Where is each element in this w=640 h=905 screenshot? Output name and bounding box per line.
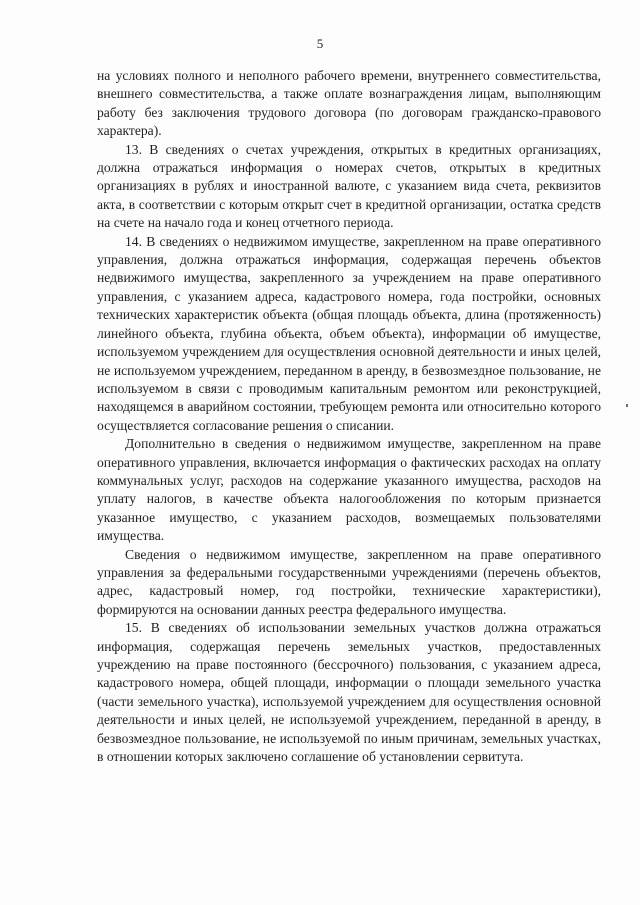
paragraph-15-land-plots: 15. В сведениях об использовании земельных участков должна отражаться информация, содержащая перечень земельных участков, предоставленных учреждению на праве постоянного (бессрочного) пользования, с указанием адреса, кадастрового номера, общей площади, информации о площади земельного участка (части земельного участка), используемой учреждением для осуществления основной деятельности и иных целей, не используемой учреждением, переданной в аренду, в безвозмездное пользование, не используемой по иным причинам, земельных участках, в отношении которых заключено соглашение об установлении сервитута. — [97, 620, 601, 765]
page-number: 5 — [316, 36, 324, 51]
scan-mark — [626, 404, 628, 407]
paragraph-federal-registry: Сведения о недвижимом имуществе, закрепленном на праве оперативного управления за федеральными государственными учреждениями (перечень объектов, адрес, кадастровый номер, год постройки, технические характеристики), формируются на основании данных реестра федерального имущества. — [97, 546, 601, 617]
paragraph-continuation: на условиях полного и неполного рабочего времени, внутреннего совместительства, внешнего совместительства, а также оплате вознаграждения лицам, выполняющим работу без заключения трудового договора (по договорам гражданско-правового характера). — [97, 68, 601, 139]
paragraph-14-real-estate: 14. В сведениях о недвижимом имуществе, закрепленном на праве оперативного управления, должна отражаться информация, содержащая перечень объектов недвижимого имущества, закрепленного за учреждением на праве оперативного управления, с указанием адреса, кадастрового номера, года постройки, основных технических характеристик объекта (общая площадь объекта, длина (протяженность) линейного объекта, глубина объекта, объем объекта), информации об имуществе, используемом учреждением для осуществления основной деятельности и иных целей, не используемом учреждением, переданном в аренду, в безвозмездное пользование, не используемом в связи с проводимым капитальным ремонтом или реконструкцией, находящемся в аварийном состоянии, требующем ремонта или относительно которого осуществляется согласование решения о списании. — [97, 233, 601, 433]
paragraph-additional-expenses: Дополнительно в сведения о недвижимом имуществе, закрепленном на праве оперативного управления, включается информация о фактических расходах на оплату коммунальных услуг, расходов на содержание указанного имущества, расходов на уплату налогов, в качестве объекта налогообложения по которым признается указанное имущество, с указанием расходов, возмещаемых пользователями имущества. — [97, 436, 601, 544]
paragraph-13-bank-accounts: 13. В сведениях о счетах учреждения, открытых в кредитных организациях, должна отражаться информация о номерах счетов, открытых в кредитных организациях в рублях и иностранной валюте, с указанием вида счета, реквизитов акта, в соответствии с которым открыт счет в кредитной организации, остатка средств на счете на начало года и конец отчетного периода. — [97, 141, 601, 231]
document-body — [97, 67, 601, 766]
